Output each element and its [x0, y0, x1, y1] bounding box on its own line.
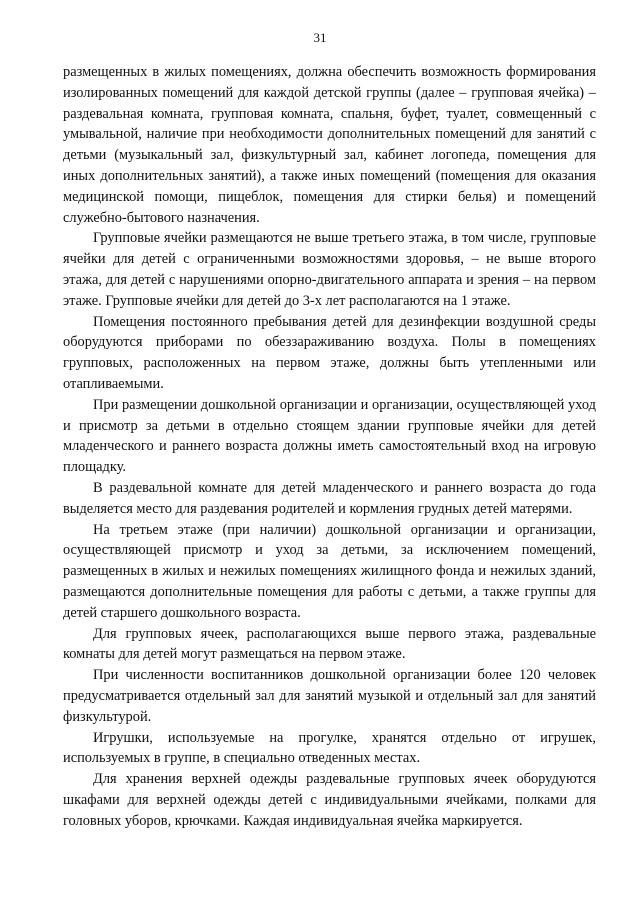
paragraph-air-disinfection: Помещения постоянного пребывания детей для дезинфекции воздушной среды оборудуются приборами по обеззараживанию воздуха. Полы в помещениях групповых, расположенных на первом этаже, должны быть утепленными или отапливаемыми. — [63, 313, 596, 392]
paragraph-group-cells-floors: Групповые ячейки размещаются не выше третьего этажа, в том числе, групповые ячейки для детей с ограниченными возможностями здоровья, – не выше второго этажа, для детей с нарушениями опорно-двигательного аппарата и зрения – на первом этаже. Групповые ячейки для детей до 3-х лет располагаются на 1 этаже. — [63, 230, 596, 309]
paragraph-third-floor: На третьем этаже (при наличии) дошкольной организации и организации, осуществляющей присмотр и уход за детьми, за исключением помещений, размещенных в жилых и нежилых помещениях жилищного фонда и нежилых зданий, размещаются дополнительные помещения для работы с детьми, а также группы для детей старшего дошкольного возраста. — [63, 521, 596, 621]
paragraph-outerwear-storage: Для хранения верхней одежды раздевальные групповых ячеек оборудуются шкафами для верхней одежды детей с индивидуальными ячейками, полками для головных уборов, крючками. Каждая индивидуальная ячейка маркируется. — [63, 771, 596, 829]
paragraph-separate-entrance: При размещении дошкольной организации и организации, осуществляющей уход и присмотр за детьми в отдельно стоящем здании групповые ячейки для детей младенческого и раннего возраста должны иметь самостоятельный вход на игровую площадку. — [63, 396, 596, 476]
paragraph-undressing-room: В раздевальной комнате для детей младенческого и раннего возраста до года выделяется место для раздевания родителей и кормления грудных детей матерями. — [63, 479, 596, 517]
document-body — [63, 62, 596, 831]
paragraph-music-sport-halls: При численности воспитанников дошкольной организации более 120 человек предусматривается отдельный зал для занятий музыкой и отдельный зал для занятий физкультурой. — [63, 667, 596, 725]
paragraph-continuation: размещенных в жилых помещениях, должна обеспечить возможность формирования изолированных помещений для каждой детской группы (далее – групповая ячейка) – раздевальная комната, групповая комната, спальня, буфет, туалет, совмещенный с умывальной, наличие при необходимости дополнительных помещений для занятий с детьми (музыкальный зал, физкультурный зал, кабинет логопеда, помещения для иных дополнительных занятий), а также иных помещений (помещения для оказания медицинской помощи, пищеблок, помещения для стирки белья) и помещений служебно-бытового назначения. — [63, 64, 596, 226]
page-number: 31 — [313, 30, 327, 45]
paragraph-outdoor-toys: Игрушки, используемые на прогулке, хранятся отдельно от игрушек, используемых в группе, в специально отведенных местах. — [63, 729, 596, 767]
paragraph-cloakrooms-ground-floor: Для групповых ячеек, располагающихся выше первого этажа, раздевальные комнаты для детей могут размещаться на первом этаже. — [63, 625, 596, 663]
